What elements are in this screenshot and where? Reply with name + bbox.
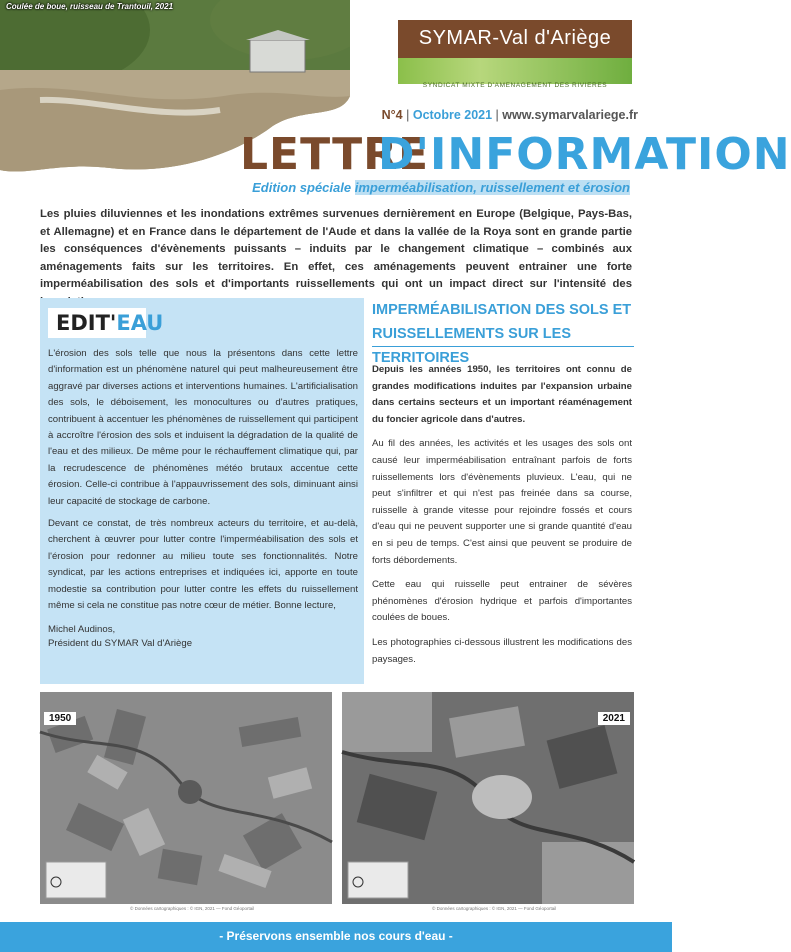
editorial-body <box>48 346 358 657</box>
signature-name: Michel Audinos, <box>48 623 116 635</box>
aerial-1950-image <box>40 692 332 904</box>
editorial-paragraph: L'érosion des sols telle que nous la présentons dans cette lettre d'information est un phénomène naturel qui peut malheureusement être aggravé par diverses actions et interventions humaines. L'artificialisation des sols, le déboisement, les monocultures ou d'autres pratiques, contribuent à accentuer les phénomènes de ruissellement qui participent à accroître l'érosion des sols et induisent la dégradation de la qualité de l'eau et des milieux. De même pour le réchauffement climatique qui, par la recrudescence de phénomènes météo brutaux accentue cette érosion. Celle-ci contribue à l'appauvrissement des sols, diminuant ainsi leur capacité de stockage de carbone. <box>48 348 358 507</box>
logo-subtitle: SYNDICAT MIXTE D'AMENAGEMENT DES RIVIERES <box>422 82 608 89</box>
issue-date: Octobre 2021 <box>412 108 493 122</box>
article-paragraph: Les photographies ci-dessous illustrent les modifications des paysages. <box>372 636 632 665</box>
website-link[interactable]: www.symarvalariege.fr <box>502 108 638 122</box>
edition-highlight: imperméabilisation, ruissellement et érosion <box>354 180 630 195</box>
article-heading: IMPERMÉABILISATION DES SOLS ET RUISSELLEMENTS SUR LES TERRITOIRES <box>372 302 632 366</box>
aerial-credit: © Données cartographiques : © IGN, 2021 — Fond Géoportail <box>130 906 255 911</box>
footer-slogan: - Préservons ensemble nos cours d'eau - <box>219 929 453 943</box>
editorial-paragraph: Devant ce constat, de très nombreux acteurs du territoire, et au-delà, cherchent à œuvrer pour lutter contre l'imperméabilisation des sols et l'érosion pour redonner au milieu toute ses fonctionnalités. Notre syndicat, par les actions entreprises et indiquées ici, apporte en toute modestie sa contribution pour lutter contre les effets du ruissellement même si cela ne constitue pas notre cœur de métier. Bonne lecture, <box>48 518 358 612</box>
editorial-title <box>48 308 164 338</box>
title-lettre: LETTRE <box>240 129 430 180</box>
heading-rule <box>372 346 634 347</box>
title-information: D'INFORMATION <box>378 129 791 180</box>
editorial-box <box>40 298 364 684</box>
issue-number: N°4 <box>381 108 403 122</box>
edition-prefix: Edition spéciale <box>252 180 352 195</box>
article-lead: Depuis les années 1950, les territoires ont connu de grandes modifications induites par l'expansion urbaine dans certains secteurs et un important réaménagement du foncier agricole dans d'autres. <box>372 364 632 425</box>
editorial-title-a: EDIT' <box>56 311 117 335</box>
aerial-2021-image <box>342 692 634 904</box>
article-paragraph: Au fil des années, les activités et les usages des sols ont causé leur imperméabilisation entraînant parfois de forts ruissellements lors d'évènements pluvieux. L'eau, qui ne peut s'infiltrer et qui n'est pas freinée dans sa course, ruisselle à grande vitesse pour rejoindre fossés et cours d'eau qui ne peuvent supporter une si grande quantité d'eau en si peu de temps. C'est ainsi que peuvent se produire de forts débordements. <box>372 438 632 566</box>
logo-name: SYMAR-Val d'Ariège <box>418 27 612 49</box>
editorial-title-b: EAU <box>116 311 164 335</box>
aerial-credit: © Données cartographiques : © IGN, 2021 — Fond Géoportail <box>432 906 557 911</box>
signature <box>48 623 358 651</box>
signature-role: Président du SYMAR Val d'Ariège <box>48 637 193 649</box>
photo-caption: Coulée de boue, ruisseau de Trantouil, 2021 <box>6 2 174 11</box>
logo-green-band <box>398 58 632 84</box>
edition-line <box>230 180 630 195</box>
issue-line: N°4 | Octobre 2021 | www.symarvalariege.fr <box>381 108 638 122</box>
article-paragraph: Cette eau qui ruisselle peut entrainer de sévères phénomènes d'érosion hydrique et parfois d'importantes coulées de boues. <box>372 579 632 624</box>
aerial-photo-1950 <box>40 692 332 911</box>
intro-paragraph: Les pluies diluviennes et les inondations extrêmes survenues dernièrement en Europe (Belgique, Pays-Bas, et Allemagne) et en France dans le département de l'Aude et dans la vallée de la Roya sont en grande partie les conséquences d'évènements puissants – induits par le changement climatique – combinés aux aménagements faits sur les territoires. En effet, ces aménagements peuvent entrainer une forte imperméabilisation des sols et d'importants ruissellements qui ont un impact direct sur l'intensité des <box>40 208 632 290</box>
article-body <box>372 362 632 676</box>
year-label-1950: 1950 <box>44 712 76 725</box>
year-label-2021: 2021 <box>598 712 630 725</box>
aerial-photo-2021 <box>342 692 634 911</box>
symar-logo <box>398 20 632 96</box>
